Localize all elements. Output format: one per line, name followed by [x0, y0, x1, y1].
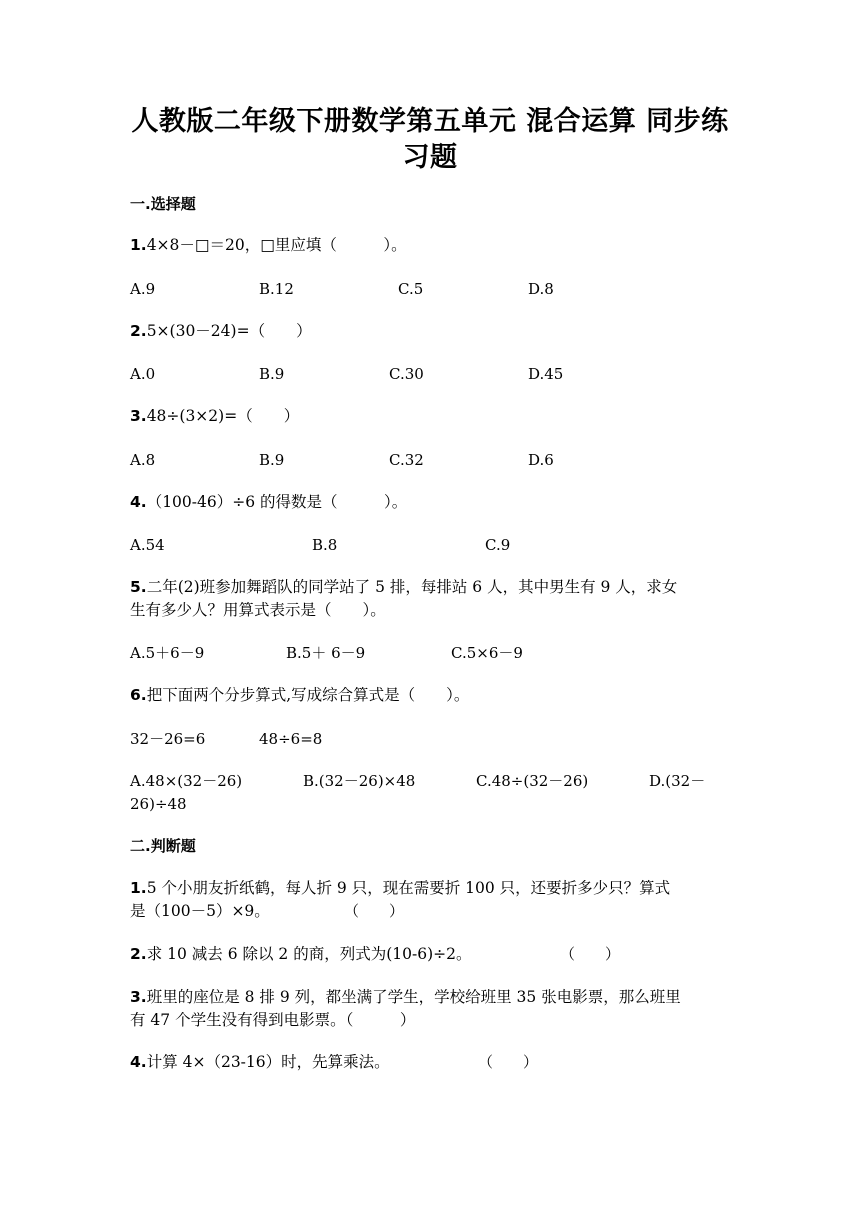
question-5-line-2: 生有多少人？用算式表示是（ ）。	[130, 601, 386, 619]
option-a: A.54	[130, 536, 165, 554]
option-b: B.5＋ 6－9	[286, 644, 366, 662]
step-equation-1: 32－26=6	[130, 730, 206, 748]
option-a: A.9	[130, 280, 156, 298]
question-number: 2.	[130, 945, 147, 963]
question-text: （100-46）÷6 的得数是（ ）。	[146, 493, 408, 511]
option-c: C.48÷(32－26)	[476, 772, 589, 790]
answer-paren: （ ）	[560, 945, 621, 963]
option-d-continued: 26)÷48	[130, 795, 187, 813]
option-d: D.(32－	[649, 772, 706, 790]
option-d: D.45	[528, 365, 564, 383]
question-number: 1.	[130, 879, 147, 897]
question-number: 3.	[130, 407, 147, 425]
question-text: 二年(2)班参加舞蹈队的同学站了 5 排，每排站 6 人，其中男生有 9 人，求女	[146, 578, 678, 596]
option-d: D.8	[528, 280, 554, 298]
page-title	[130, 104, 730, 176]
question-text: 班里的座位是 8 排 9 列，都坐满了学生，学校给班里 35 张电影票，那么班里	[146, 988, 681, 1006]
option-b: B.9	[259, 451, 285, 469]
question-number: 5.	[130, 578, 147, 596]
judgement-2	[130, 943, 471, 965]
title-line-2: 习题	[402, 142, 458, 173]
section-heading-choice: 一.选择题	[130, 195, 196, 213]
judgement-4	[130, 1051, 390, 1073]
option-b: B.12	[259, 280, 294, 298]
question-2	[130, 320, 312, 342]
judgement-1-line-2: 是（100－5）×9。	[130, 902, 270, 920]
option-c: C.9	[485, 536, 511, 554]
option-c: C.5	[398, 280, 424, 298]
option-a: A.48×(32－26)	[130, 772, 243, 790]
question-3	[130, 405, 299, 427]
option-a: A.8	[130, 451, 156, 469]
question-text: 5×(30－24)=（ ）	[146, 322, 312, 340]
question-number: 2.	[130, 322, 147, 340]
judgement-3-line-1	[130, 986, 681, 1008]
option-c: C.5×6－9	[451, 644, 523, 662]
question-6	[130, 684, 469, 706]
question-text: 4×8－□＝20，□里应填（ ）。	[146, 236, 407, 254]
section-heading-judgement: 二.判断题	[130, 837, 196, 855]
question-number: 3.	[130, 988, 147, 1006]
answer-paren: （ ）	[478, 1053, 539, 1071]
option-b: B.8	[312, 536, 338, 554]
question-number: 4.	[130, 1053, 147, 1071]
question-text: 计算 4×（23-16）时，先算乘法。	[146, 1053, 390, 1071]
option-a: A.5＋6－9	[130, 644, 205, 662]
judgement-1-line-1	[130, 877, 670, 899]
question-1	[130, 234, 407, 256]
title-line-1: 人教版二年级下册数学第五单元 混合运算 同步练	[131, 106, 729, 137]
question-text: 把下面两个分步算式,写成综合算式是（ ）。	[146, 686, 470, 704]
question-text: 求 10 减去 6 除以 2 的商，列式为(10-6)÷2。	[146, 945, 472, 963]
option-c: C.32	[389, 451, 424, 469]
judgement-3-line-2: 有 47 个学生没有得到电影票。（ ）	[130, 1011, 416, 1029]
question-number: 1.	[130, 236, 147, 254]
option-b: B.(32－26)×48	[303, 772, 416, 790]
answer-paren: （ ）	[344, 902, 405, 920]
question-number: 6.	[130, 686, 147, 704]
step-equation-2: 48÷6=8	[259, 730, 323, 748]
question-5-line-1	[130, 576, 677, 598]
question-text: 5 个小朋友折纸鹤，每人折 9 只，现在需要折 100 只，还要折多少只？算式	[146, 879, 671, 897]
option-b: B.9	[259, 365, 285, 383]
option-a: A.0	[130, 365, 156, 383]
option-c: C.30	[389, 365, 424, 383]
question-4	[130, 491, 407, 513]
question-number: 4.	[130, 493, 147, 511]
option-d: D.6	[528, 451, 554, 469]
question-text: 48÷(3×2)=（ ）	[146, 407, 300, 425]
